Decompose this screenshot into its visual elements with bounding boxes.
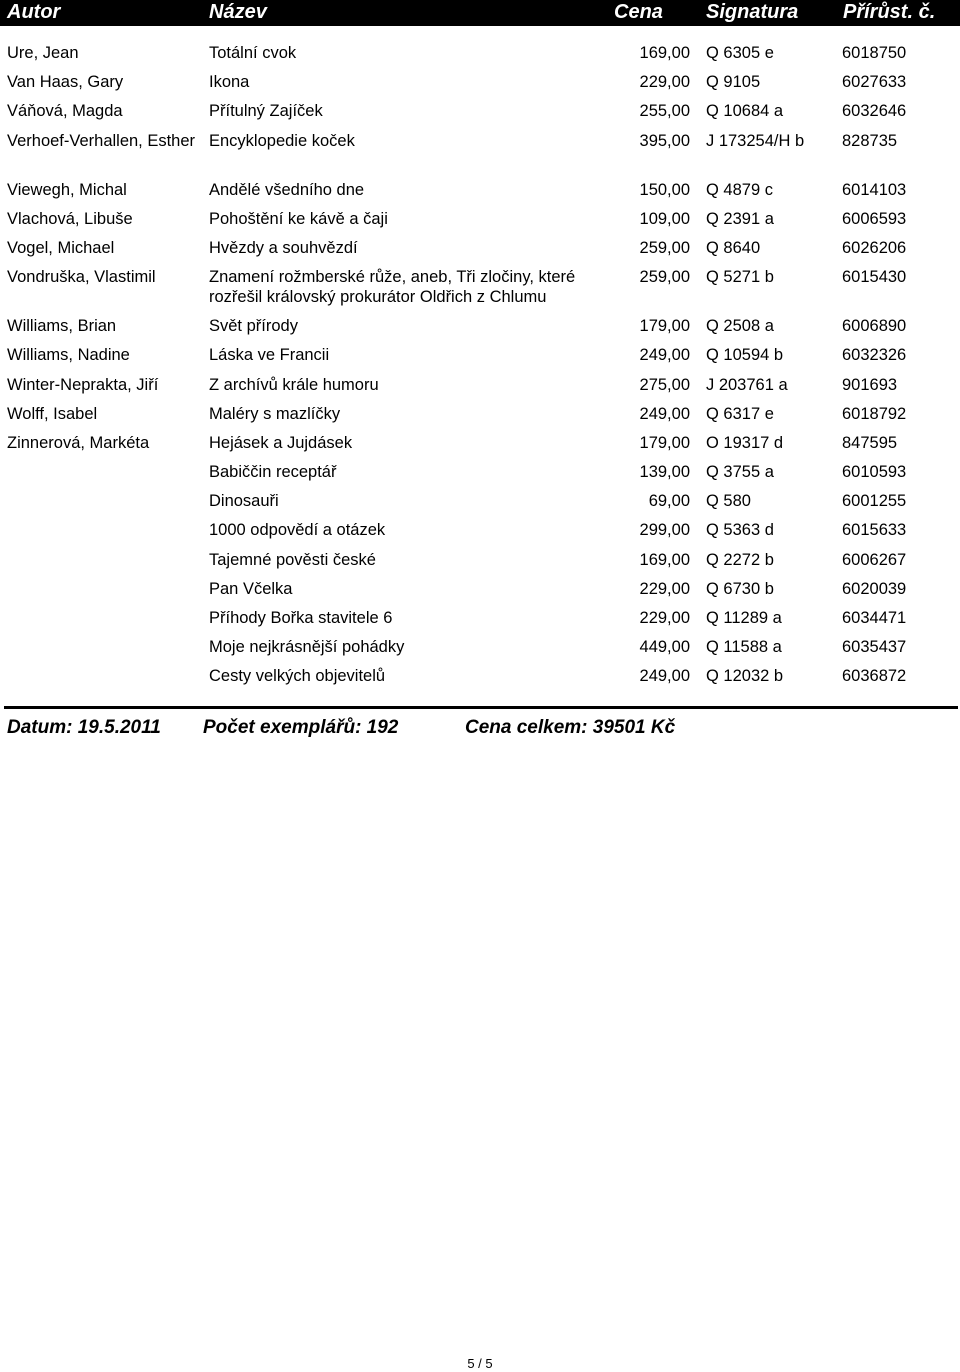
table-row (0, 401, 960, 430)
cell-prirustek: 6032646 (842, 102, 907, 121)
cell-prirustek: 6015430 (842, 268, 907, 287)
cell-autor: Ure, Jean (7, 44, 79, 62)
cell-prirustek: 6006890 (842, 317, 907, 336)
cell-autor: Verhoef-Verhallen, Esther (7, 131, 196, 150)
cell-nazev: Z archívů krále humoru (209, 375, 379, 394)
cell-nazev: Přítulný Zajíček (209, 102, 323, 121)
cell-cena: 139,00 (639, 463, 690, 482)
cell-prirustek: 901693 (842, 375, 898, 394)
cell-cena: 169,00 (639, 44, 690, 62)
table-row (0, 663, 960, 692)
table-row (0, 128, 960, 177)
cell-prirustek: 6006593 (842, 209, 907, 228)
cell-signatura: Q 5363 d (706, 521, 774, 540)
header-prirustek: Přírůst. č. (843, 1, 936, 23)
cell-nazev: Maléry s mazlíčky (209, 404, 341, 423)
cell-signatura: O 19317 d (706, 433, 784, 452)
cell-prirustek: 6015633 (842, 521, 907, 540)
table-row (0, 488, 960, 517)
table-header (0, 0, 960, 26)
cell-prirustek: 6001255 (842, 492, 907, 511)
cell-signatura: Q 2508 a (706, 317, 774, 336)
cell-nazev: Hejásek a Jujdásek (209, 433, 353, 452)
cell-nazev: Láska ve Francii (209, 346, 330, 365)
table-row (0, 313, 960, 342)
cell-prirustek: 6020039 (842, 579, 907, 598)
cell-nazev: Totální cvok (209, 44, 297, 62)
cell-signatura: Q 2272 b (706, 550, 774, 569)
footer-cena-celkem: Cena celkem: 39501 Kč (465, 717, 676, 738)
cell-signatura: Q 10684 a (706, 102, 784, 121)
cell-nazev: Svět přírody (209, 317, 298, 336)
cell-prirustek: 6026206 (842, 238, 907, 257)
table-row (0, 40, 960, 69)
cell-nazev: Ikona (209, 73, 250, 92)
cell-autor: Viewegh, Michal (7, 180, 127, 199)
cell-nazev: Cesty velkých objevitelů (209, 667, 386, 686)
table-body (0, 40, 960, 693)
table-row (0, 547, 960, 576)
cell-cena: 150,00 (639, 180, 690, 199)
cell-cena: 229,00 (639, 609, 690, 627)
footer-pocet-exemplaru: Počet exemplářů: 192 (203, 717, 399, 738)
cell-prirustek: 6032326 (842, 346, 907, 365)
cell-autor: Winter-Neprakta, Jiří (7, 375, 159, 394)
cell-signatura: Q 6305 e (706, 44, 774, 62)
cell-signatura: Q 11289 a (706, 609, 782, 627)
table-row (0, 605, 960, 634)
cell-nazev: Moje nejkrásnější pohádky (209, 638, 405, 657)
footer-datum: Datum: 19.5.2011 (7, 717, 161, 738)
table-row (0, 235, 960, 264)
table-row (0, 98, 960, 127)
cell-nazev: Encyklopedie koček (209, 131, 355, 150)
cell-cena: 169,00 (639, 550, 690, 569)
cell-nazev: Znamení rožmberské růže, aneb, Tři zločiny, které rozřešil královský prokurátor Oldřich z Chlumu (209, 268, 576, 307)
cell-signatura: Q 11588 a (706, 638, 782, 657)
cell-prirustek: 6036872 (842, 667, 907, 686)
cell-signatura: Q 9105 (706, 73, 761, 92)
cell-nazev: Andělé všedního dne (209, 180, 365, 199)
cell-signatura: Q 3755 a (706, 463, 774, 482)
cell-signatura: Q 5271 b (706, 268, 774, 287)
cell-nazev: Babiččin receptář (209, 463, 337, 482)
table-row (0, 459, 960, 488)
cell-autor: Vogel, Michael (7, 238, 115, 257)
cell-autor: Zinnerová, Markéta (7, 433, 150, 452)
cell-cena: 249,00 (639, 346, 690, 365)
cell-nazev: 1000 odpovědí a otázek (209, 521, 386, 540)
table-row (0, 69, 960, 98)
cell-prirustek: 6027633 (842, 73, 907, 92)
table-row (0, 372, 960, 401)
cell-signatura: Q 6317 e (706, 404, 774, 423)
cell-cena: 109,00 (639, 209, 690, 228)
cell-cena: 179,00 (639, 433, 690, 452)
cell-signatura: Q 6730 b (706, 579, 774, 598)
cell-autor: Van Haas, Gary (7, 73, 124, 92)
cell-cena: 249,00 (639, 667, 690, 686)
cell-prirustek: 6006267 (842, 550, 907, 569)
header-signatura: Signatura (706, 1, 799, 23)
cell-signatura: Q 10594 b (706, 346, 784, 365)
table-row (0, 342, 960, 371)
cell-autor: Vlachová, Libuše (7, 209, 133, 228)
cell-signatura: Q 4879 c (706, 180, 773, 199)
table-row (0, 576, 960, 605)
cell-nazev: Pohoštění ke kávě a čaji (209, 209, 388, 228)
cell-prirustek: 6018792 (842, 404, 907, 423)
table-row (0, 430, 960, 459)
cell-cena: 229,00 (639, 73, 690, 92)
cell-cena: 299,00 (639, 521, 690, 540)
cell-nazev: Dinosauři (209, 492, 279, 511)
cell-signatura: Q 580 (706, 492, 751, 511)
cell-prirustek: 6035437 (842, 638, 907, 657)
cell-prirustek: 847595 (842, 433, 898, 452)
cell-nazev: Tajemné pověsti české (209, 550, 376, 569)
cell-cena: 395,00 (639, 131, 690, 150)
cell-prirustek: 6014103 (842, 180, 907, 199)
table-row (0, 634, 960, 663)
cell-cena: 259,00 (639, 268, 690, 287)
header-cena: Cena (614, 1, 663, 23)
cell-cena: 255,00 (639, 102, 690, 121)
cell-signatura: Q 2391 a (706, 209, 774, 228)
cell-autor: Williams, Brian (7, 317, 117, 336)
cell-nazev: Příhody Bořka stavitele 6 (209, 609, 393, 627)
cell-prirustek: 6034471 (842, 609, 907, 627)
cell-signatura: Q 12032 b (706, 667, 784, 686)
table-row (0, 206, 960, 235)
page-number: 5 / 5 (467, 1356, 493, 1371)
cell-autor: Wolff, Isabel (7, 404, 98, 423)
table-row (0, 177, 960, 206)
cell-prirustek: 6010593 (842, 463, 907, 482)
cell-signatura: Q 8640 (706, 238, 761, 257)
cell-autor: Váňová, Magda (7, 102, 123, 121)
cell-autor: Williams, Nadine (7, 346, 130, 365)
cell-cena: 69,00 (648, 492, 690, 511)
summary-divider (4, 706, 958, 709)
header-nazev: Název (209, 1, 267, 23)
cell-cena: 259,00 (639, 238, 690, 257)
cell-nazev: Pan Včelka (209, 579, 293, 598)
table-row (0, 517, 960, 546)
cell-cena: 249,00 (639, 404, 690, 423)
cell-cena: 229,00 (639, 579, 690, 598)
cell-cena: 275,00 (639, 375, 690, 394)
cell-prirustek: 828735 (842, 131, 898, 150)
cell-prirustek: 6018750 (842, 44, 907, 62)
cell-autor: Vondruška, Vlastimil (7, 268, 156, 287)
header-autor: Autor (7, 1, 61, 23)
cell-cena: 179,00 (639, 317, 690, 336)
cell-signatura: J 173254/H b (706, 131, 805, 150)
cell-cena: 449,00 (639, 638, 690, 657)
cell-signatura: J 203761 a (706, 375, 788, 394)
table-row (0, 264, 960, 313)
cell-nazev: Hvězdy a souhvězdí (209, 238, 358, 257)
